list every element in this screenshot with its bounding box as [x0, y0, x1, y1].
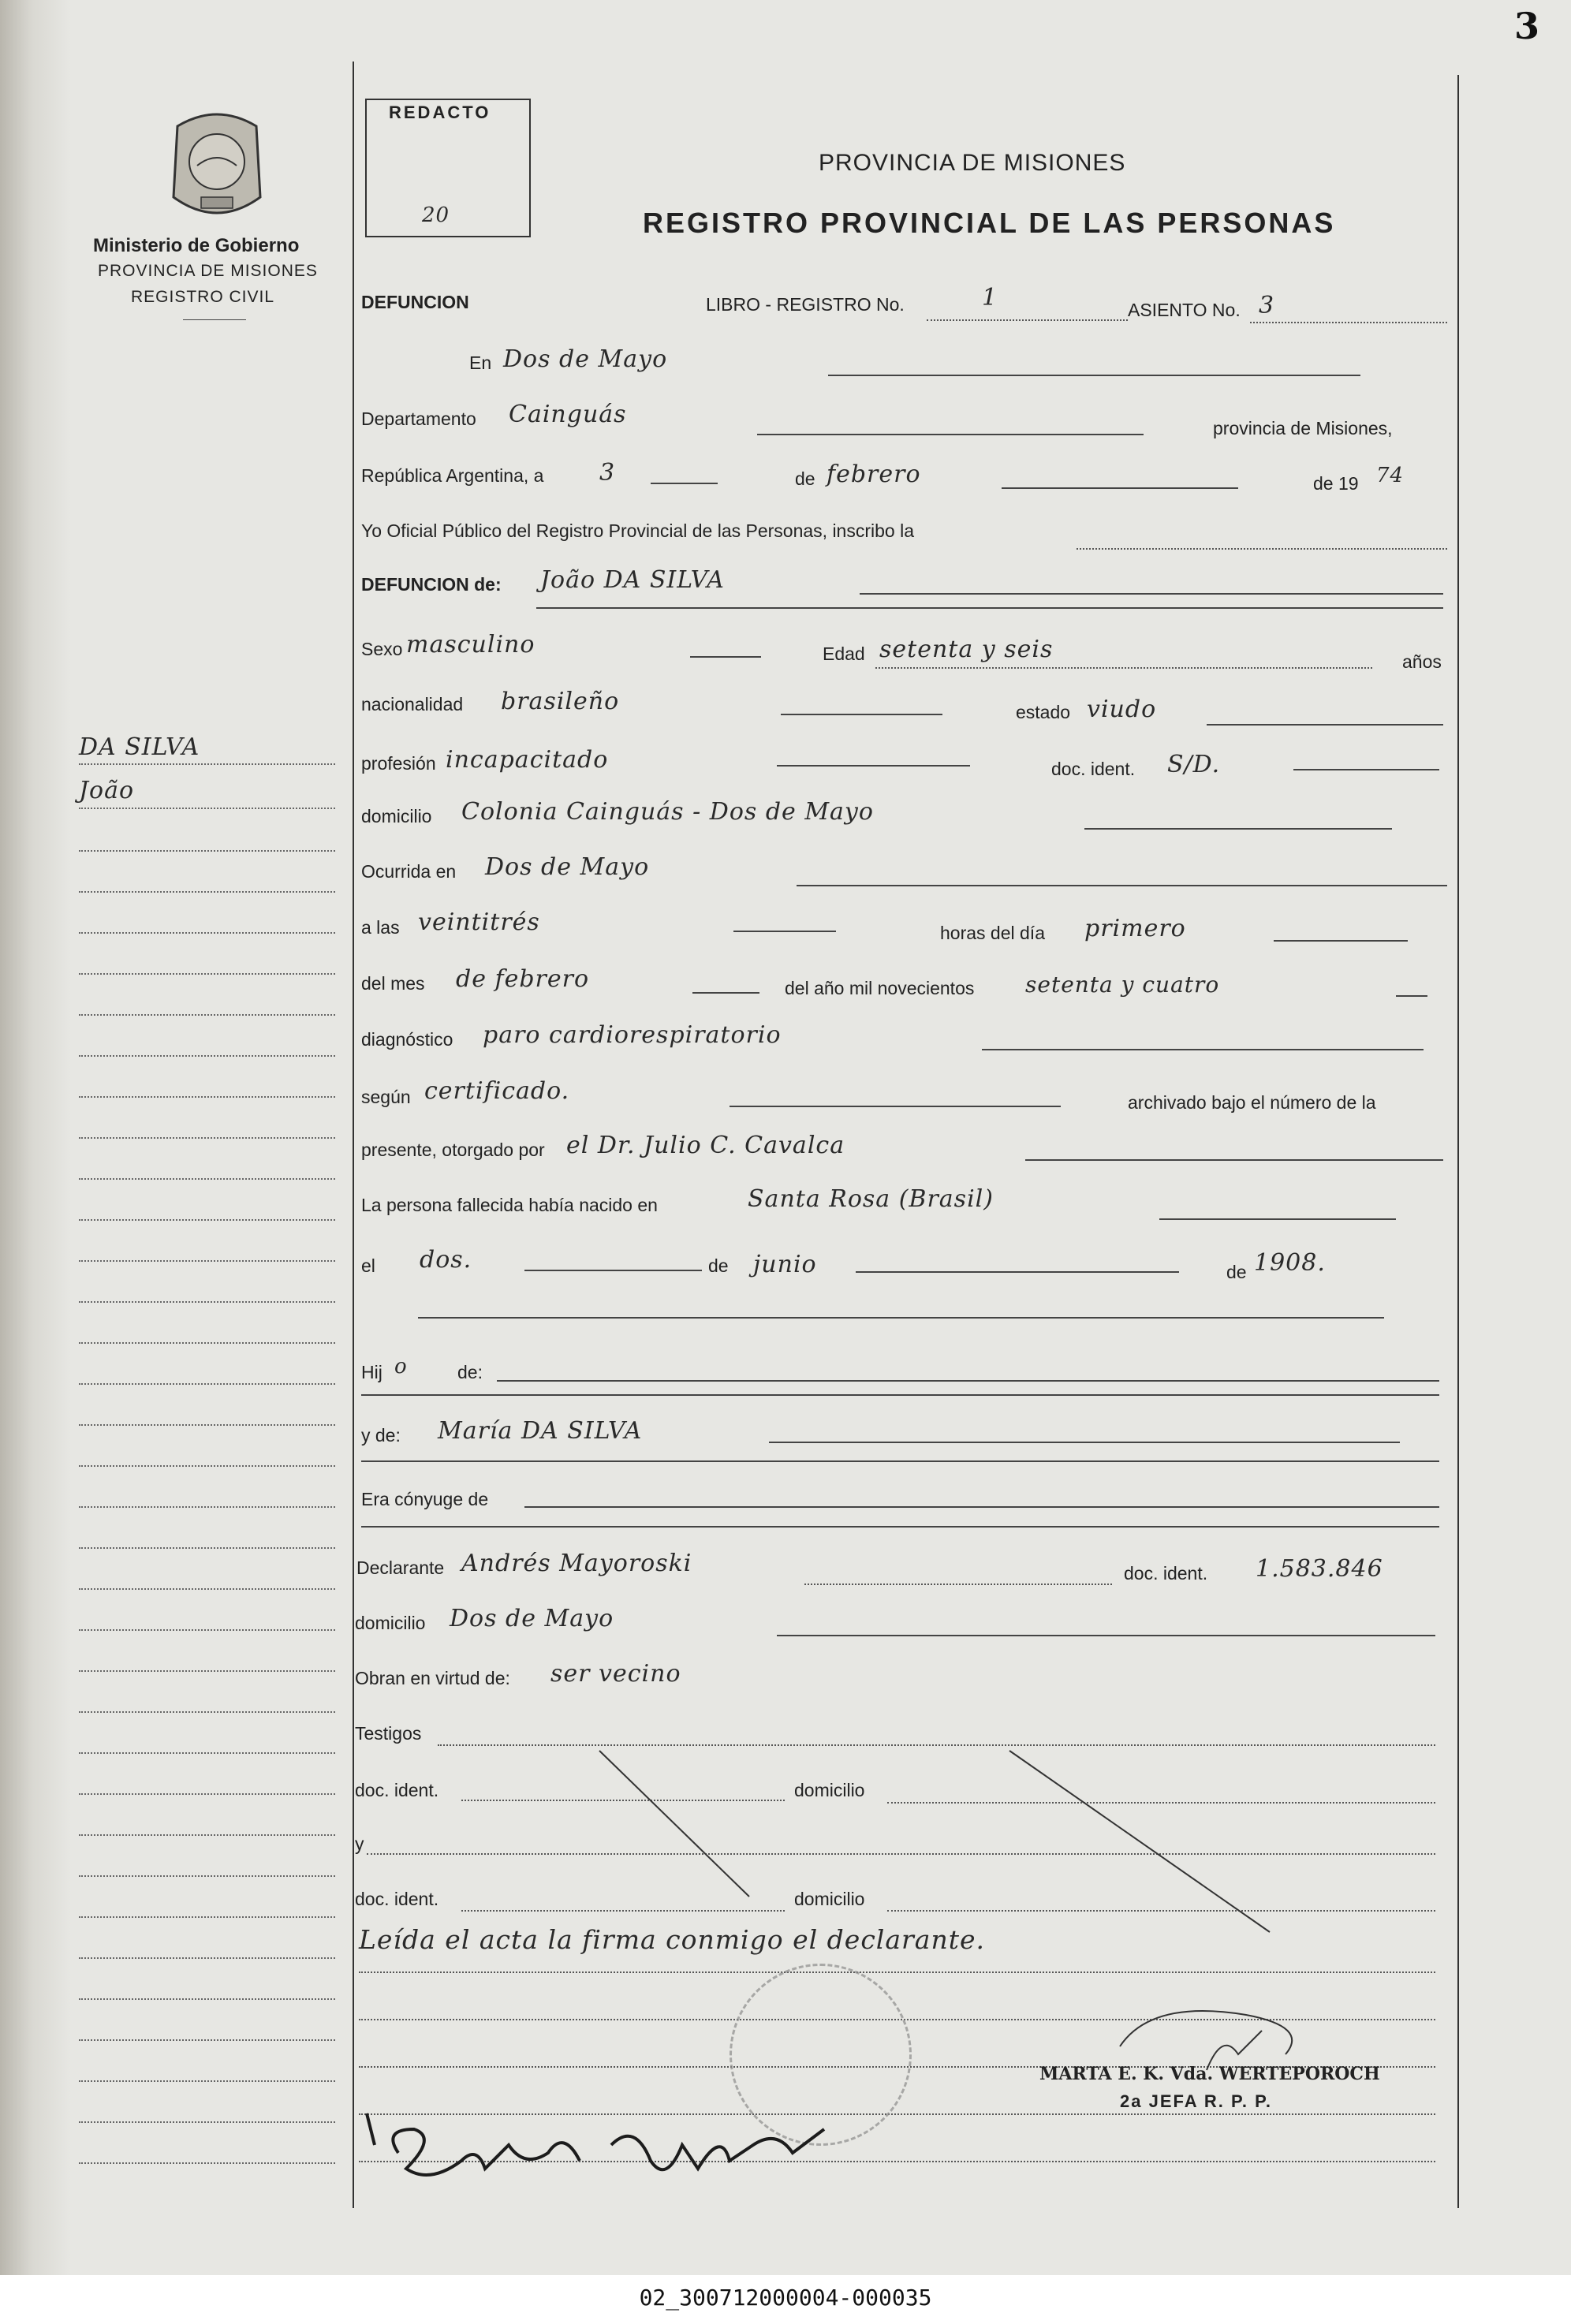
anos-label: años — [1402, 651, 1442, 672]
diagnostico-label: diagnóstico — [361, 1029, 453, 1050]
margin-line — [79, 1875, 335, 1877]
conyuge-line-2 — [361, 1526, 1439, 1528]
testigos-label: Testigos — [355, 1723, 422, 1744]
presente-line — [1025, 1159, 1443, 1161]
day-line — [651, 483, 718, 484]
page-number: 3 — [1514, 5, 1540, 47]
deceased-line — [860, 593, 1443, 595]
margin-line — [79, 1547, 335, 1549]
redacto-label: REDACTO — [389, 103, 491, 122]
margin-surname: DA SILVA — [79, 733, 200, 761]
deceased-line-2 — [536, 607, 1443, 609]
edad-line — [875, 667, 1372, 669]
closing-statement: Leída el acta la firma conmigo el declarante. — [359, 1924, 986, 1955]
margin-line — [79, 1506, 335, 1508]
hijo-label: Hij — [361, 1362, 382, 1382]
doc-ident-label: doc. ident. — [1051, 759, 1136, 779]
nacionalidad-value: brasileño — [501, 688, 620, 715]
en-value: Dos de Mayo — [503, 345, 668, 373]
obran-label: Obran en virtud de: — [355, 1668, 510, 1688]
birth-year: 1908. — [1254, 1249, 1326, 1277]
sexo-label: Sexo — [361, 639, 403, 659]
declarante-label: Declarante — [356, 1557, 445, 1578]
official-title: 2a JEFA R. P. P. — [1120, 2091, 1273, 2111]
edad-value: setenta y seis — [879, 636, 1054, 663]
form-left-border — [353, 62, 354, 2208]
margin-line — [79, 2121, 335, 2123]
hijo-de-label: de: — [457, 1362, 483, 1382]
declarante-dom-line — [777, 1635, 1435, 1636]
witness-doc-label: doc. ident. — [355, 1780, 439, 1800]
yo-oficial-line — [1077, 548, 1447, 550]
margin-line — [79, 1342, 335, 1344]
ministry-registry: REGISTRO CIVIL — [131, 288, 275, 306]
margin-line — [79, 1096, 335, 1098]
asiento-label: ASIENTO No. — [1128, 300, 1241, 320]
libro-line — [927, 319, 1128, 321]
y-label: y — [355, 1833, 364, 1854]
departamento-line — [757, 434, 1144, 435]
margin-line — [79, 1752, 335, 1754]
margin-line — [79, 2162, 335, 2164]
domicilio-line — [1084, 828, 1392, 830]
margin-line — [79, 1137, 335, 1139]
deceased-name: João DA SILVA — [540, 566, 725, 594]
declarante-dom-label: domicilio — [355, 1613, 426, 1633]
margin-line — [79, 2080, 335, 2082]
margin-line — [79, 1670, 335, 1672]
de-label-2: de — [708, 1255, 729, 1276]
closing-line — [359, 1971, 1435, 1973]
el-value: dos. — [420, 1246, 472, 1274]
hijo-suffix: o — [394, 1355, 408, 1378]
archivado-text: archivado bajo el número de la — [1128, 1092, 1376, 1113]
profesion-line — [777, 765, 970, 767]
form-right-border — [1457, 75, 1459, 2208]
witness-dom-label-2: domicilio — [794, 1889, 865, 1909]
margin-line — [79, 1793, 335, 1795]
ocurrida-line — [797, 885, 1447, 886]
declarante-name: Andrés Mayoroski — [461, 1550, 692, 1577]
asiento-value: 3 — [1259, 292, 1275, 319]
nacido-value: Santa Rosa (Brasil) — [748, 1185, 994, 1213]
sexo-line — [690, 656, 761, 658]
mother-name: María DA SILVA — [438, 1417, 643, 1445]
margin-line — [79, 763, 335, 765]
declarante-doc-label: doc. ident. — [1124, 1563, 1208, 1584]
nacido-label: La persona fallecida había nacido en — [361, 1195, 658, 1215]
margin-line — [79, 973, 335, 975]
hijo-line-2 — [361, 1394, 1439, 1396]
diagnostico-line — [982, 1049, 1424, 1050]
profesion-value: incapacitado — [446, 746, 609, 774]
doc-ident-line — [1293, 769, 1439, 770]
edad-label: Edad — [823, 643, 865, 664]
ministry-divider — [183, 319, 246, 320]
declarante-dom-value: Dos de Mayo — [450, 1605, 614, 1632]
margin-line — [79, 891, 335, 893]
dia-line — [1274, 940, 1408, 942]
registration-year: 74 — [1376, 464, 1405, 487]
de-label-3: de — [1226, 1262, 1247, 1282]
anio-mil-label: del año mil novecientos — [785, 978, 975, 998]
republica-label: República Argentina, a — [361, 465, 544, 486]
segun-value: certificado. — [424, 1077, 570, 1105]
birth-extra-line — [418, 1317, 1384, 1319]
del-mes-value: de febrero — [456, 965, 590, 993]
binding-shadow — [0, 0, 71, 2275]
de-label: de — [795, 468, 815, 489]
margin-line — [79, 932, 335, 934]
yo-oficial-text: Yo Oficial Público del Registro Provincial de las Personas, inscribo la — [361, 520, 914, 541]
margin-line — [79, 808, 335, 809]
estado-line — [1207, 724, 1443, 726]
mother-line-2 — [361, 1460, 1439, 1462]
margin-line — [79, 1957, 335, 1959]
sexo-value: masculino — [406, 631, 535, 658]
diagnostico-value: paro cardiorespiratorio — [483, 1021, 782, 1049]
anio-mil-line — [1396, 995, 1427, 997]
presente-value: el Dr. Julio C. Cavalca — [566, 1132, 845, 1159]
presente-label: presente, otorgado por — [361, 1140, 545, 1160]
en-label: En — [469, 353, 492, 373]
margin-line — [79, 1629, 335, 1631]
mother-line — [769, 1442, 1400, 1443]
margin-line — [79, 1465, 335, 1467]
document-id: 02_300712000004-000035 — [639, 2285, 932, 2311]
segun-label: según — [361, 1087, 411, 1107]
el-line — [524, 1270, 702, 1271]
margin-line — [79, 1424, 335, 1426]
obran-value: ser vecino — [550, 1660, 681, 1688]
year-label: de 19 — [1313, 473, 1359, 494]
registry-title: REGISTRO PROVINCIAL DE LAS PERSONAS — [643, 207, 1336, 239]
declarant-signature — [351, 2098, 840, 2200]
margin-line — [79, 1588, 335, 1590]
margin-line — [79, 1711, 335, 1713]
doc-ident-value: S/D. — [1167, 751, 1221, 778]
margin-line — [79, 2039, 335, 2041]
profesion-label: profesión — [361, 753, 436, 774]
margin-line — [79, 850, 335, 852]
dia-value: primero — [1084, 915, 1186, 942]
y-de-label: y de: — [361, 1425, 401, 1446]
margin-line — [79, 1998, 335, 2000]
conyuge-line — [524, 1506, 1439, 1508]
hijo-line — [497, 1380, 1439, 1382]
margin-line — [79, 1260, 335, 1262]
margin-line — [79, 1014, 335, 1016]
margin-line — [79, 1383, 335, 1385]
declarante-line — [804, 1584, 1112, 1585]
margin-line — [79, 1178, 335, 1180]
libro-value: 1 — [982, 284, 998, 311]
a-las-value: veintitrés — [418, 908, 540, 936]
nacionalidad-line — [781, 714, 942, 715]
del-mes-label: del mes — [361, 973, 425, 994]
witness-dom-label: domicilio — [794, 1780, 865, 1800]
birth-month: junio — [753, 1251, 817, 1278]
ocurrida-label: Ocurrida en — [361, 861, 457, 882]
asiento-line — [1250, 322, 1447, 323]
provincia-suffix: provincia de Misiones, — [1213, 418, 1393, 438]
margin-given-name: João — [79, 777, 135, 804]
margin-line — [79, 1301, 335, 1303]
birth-month-line — [856, 1271, 1179, 1273]
conyuge-label: Era cónyuge de — [361, 1489, 489, 1509]
act-type: DEFUNCION — [361, 292, 469, 312]
anio-mil-value: setenta y cuatro — [1025, 972, 1220, 998]
registration-day: 3 — [599, 459, 616, 487]
witness-doc-label-2: doc. ident. — [355, 1889, 439, 1909]
margin-line — [79, 1916, 335, 1918]
nacido-line — [1159, 1218, 1396, 1220]
official-name: MARTA E. K. Vda. WERTEPOROCH — [1039, 2064, 1380, 2084]
del-mes-line — [692, 992, 759, 994]
el-label: el — [361, 1255, 375, 1276]
registration-month: febrero — [827, 461, 921, 488]
month-line — [1002, 487, 1238, 489]
estado-label: estado — [1016, 702, 1071, 722]
segun-line — [730, 1106, 1061, 1107]
ocurrida-value: Dos de Mayo — [485, 853, 650, 881]
coat-of-arms-emblem — [162, 103, 272, 229]
estado-value: viudo — [1087, 696, 1157, 723]
ministry-name: Ministerio de Gobierno — [93, 235, 300, 256]
nacionalidad-label: nacionalidad — [361, 694, 464, 714]
redacto-value: 20 — [422, 203, 450, 227]
margin-line — [79, 1055, 335, 1057]
horas-label: horas del día — [940, 923, 1045, 943]
en-line — [828, 375, 1360, 376]
domicilio-value: Colonia Cainguás - Dos de Mayo — [461, 798, 874, 826]
margin-line — [79, 1834, 335, 1836]
domicilio-label: domicilio — [361, 806, 432, 826]
declarante-doc-value: 1.583.846 — [1256, 1555, 1383, 1583]
margin-line — [79, 1219, 335, 1221]
province-title: PROVINCIA DE MISIONES — [819, 150, 1126, 176]
a-las-label: a las — [361, 917, 400, 938]
ministry-province: PROVINCIA DE MISIONES — [98, 262, 318, 280]
libro-label: LIBRO - REGISTRO No. — [706, 294, 905, 315]
departamento-value: Cainguás — [509, 401, 627, 428]
witness-crossout-marks — [584, 1735, 1293, 1940]
departamento-label: Departamento — [361, 408, 476, 429]
defuncion-de-label: DEFUNCION de: — [361, 574, 502, 595]
a-las-line — [733, 931, 836, 932]
